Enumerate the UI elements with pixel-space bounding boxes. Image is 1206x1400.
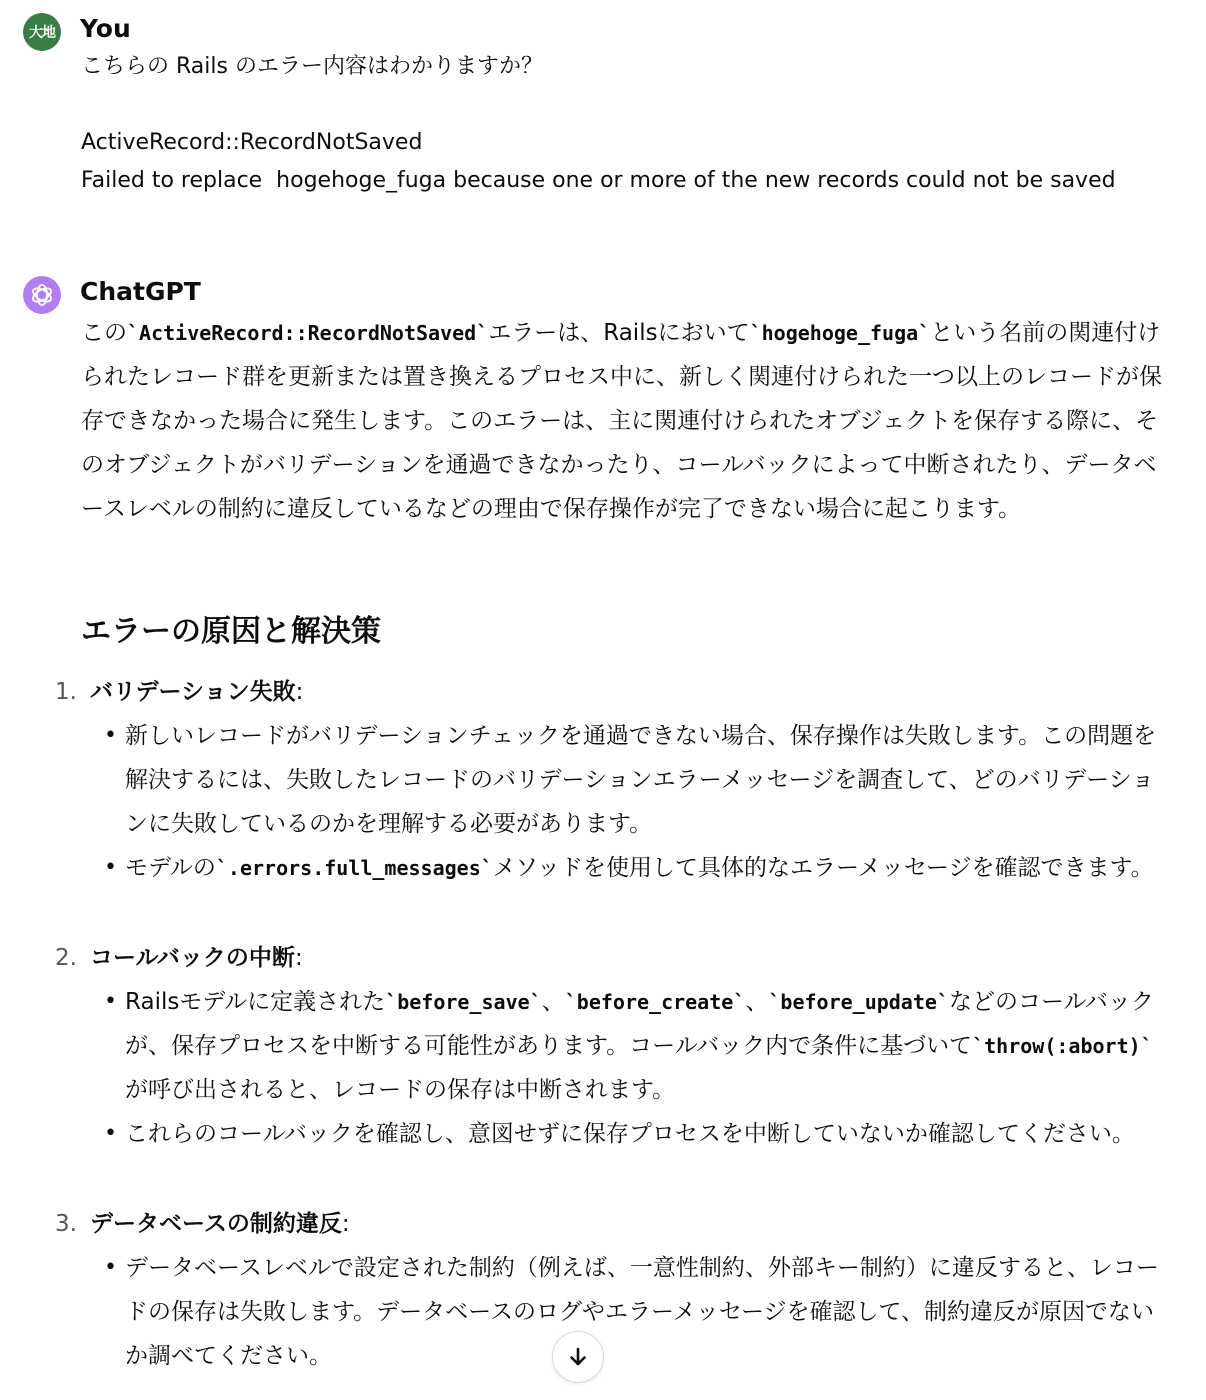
bullet-text: 新しいレコードがバリデーションチェックを通過できない場合、保存操作は失敗します。この問題を解決するには、失敗したレコードのバリデーションエラーメッセージを調査して、どのバリデーションに失敗しているのかを理解する必要があります。 [125,723,1157,837]
bullet-dot: • [104,1255,117,1280]
user-message-line-1: こちらの Rails のエラー内容はわかりますか？ [81,54,543,79]
inline-code: `throw(:abort)` [972,1034,1153,1058]
bullet-dot: • [104,723,117,748]
inline-code: `before_save` [385,990,542,1014]
list-number: 2. [55,945,77,971]
list-number: 3. [55,1211,77,1237]
bullet-dot: • [104,855,117,880]
user-avatar[interactable] [23,13,61,51]
list-item-title: データベースの制約違反: [90,1211,350,1237]
bullet-text: モデルの`.errors.full_messages`メソッドを使用して具体的なエラーメッセージを確認できます。 [125,855,1154,881]
bullet-text: これらのコールバックを確認し、意図せずに保存プロセスを中断していないか確認してください。 [125,1121,1135,1147]
intro-paragraph: この`ActiveRecord::RecordNotSaved`エラーは、Railsにおいて`hogehoge_fuga`という名前の関連付けられたレコード群を更新または置き換えるプロセス中に、新しく関連付けられた一つ以上のレコードが保存できなかった場合に発生します。このエラーは、主に関連付けられたオブジェクトを保存する際に、そのオブジェクトがバリデーションを通過できなかったり、コールバックによって中断されたり、データベースレベルの制約に違反しているなどの理由で保存操作が完了できない場合に起こります。 [81,320,1162,522]
list-item-title: バリデーション失敗: [90,679,304,705]
inline-code: `.errors.full_messages` [215,856,493,880]
bullet-text: Railsモデルに定義された`before_save`、`before_create`、`before_update`などのコールバックが、保存プロセスを中断する可能性があります。コールバック内で条件に基づいて`throw(:abort)`が呼び出されると、レコードの保存は中断されます。 [125,989,1154,1103]
scroll-to-bottom-button[interactable] [552,1331,604,1383]
user-message-line-3: ActiveRecord::RecordNotSaved [81,130,423,155]
assistant-avatar [23,276,61,314]
user-author-name: You [80,14,131,43]
list-item-title: コールバックの中断: [90,945,303,971]
inline-code: `hogehoge_fuga` [749,321,931,345]
list-number: 1. [55,679,77,705]
arrow-down-icon [566,1345,590,1369]
user-avatar-text: 大地 [29,25,55,41]
inline-code: `before_create` [564,990,746,1014]
assistant-author-name: ChatGPT [80,277,201,306]
bullet-dot: • [104,989,117,1014]
section-heading: エラーの原因と解決策 [81,614,381,649]
bullet-dot: • [104,1121,117,1146]
user-message-line-4: Failed to replace hogehoge_fuga because one or more of the new records could not be saved [81,168,1116,193]
inline-code: `before_update` [768,990,949,1014]
openai-logo-icon [29,282,55,308]
inline-code: `ActiveRecord::RecordNotSaved` [127,321,489,345]
bullet-text: データベースレベルで設定された制約（例えば、一意性制約、外部キー制約）に違反すると、レコードの保存は失敗します。データベースのログやエラーメッセージを確認して、制約違反が原因でないか調べてください。 [125,1255,1159,1369]
